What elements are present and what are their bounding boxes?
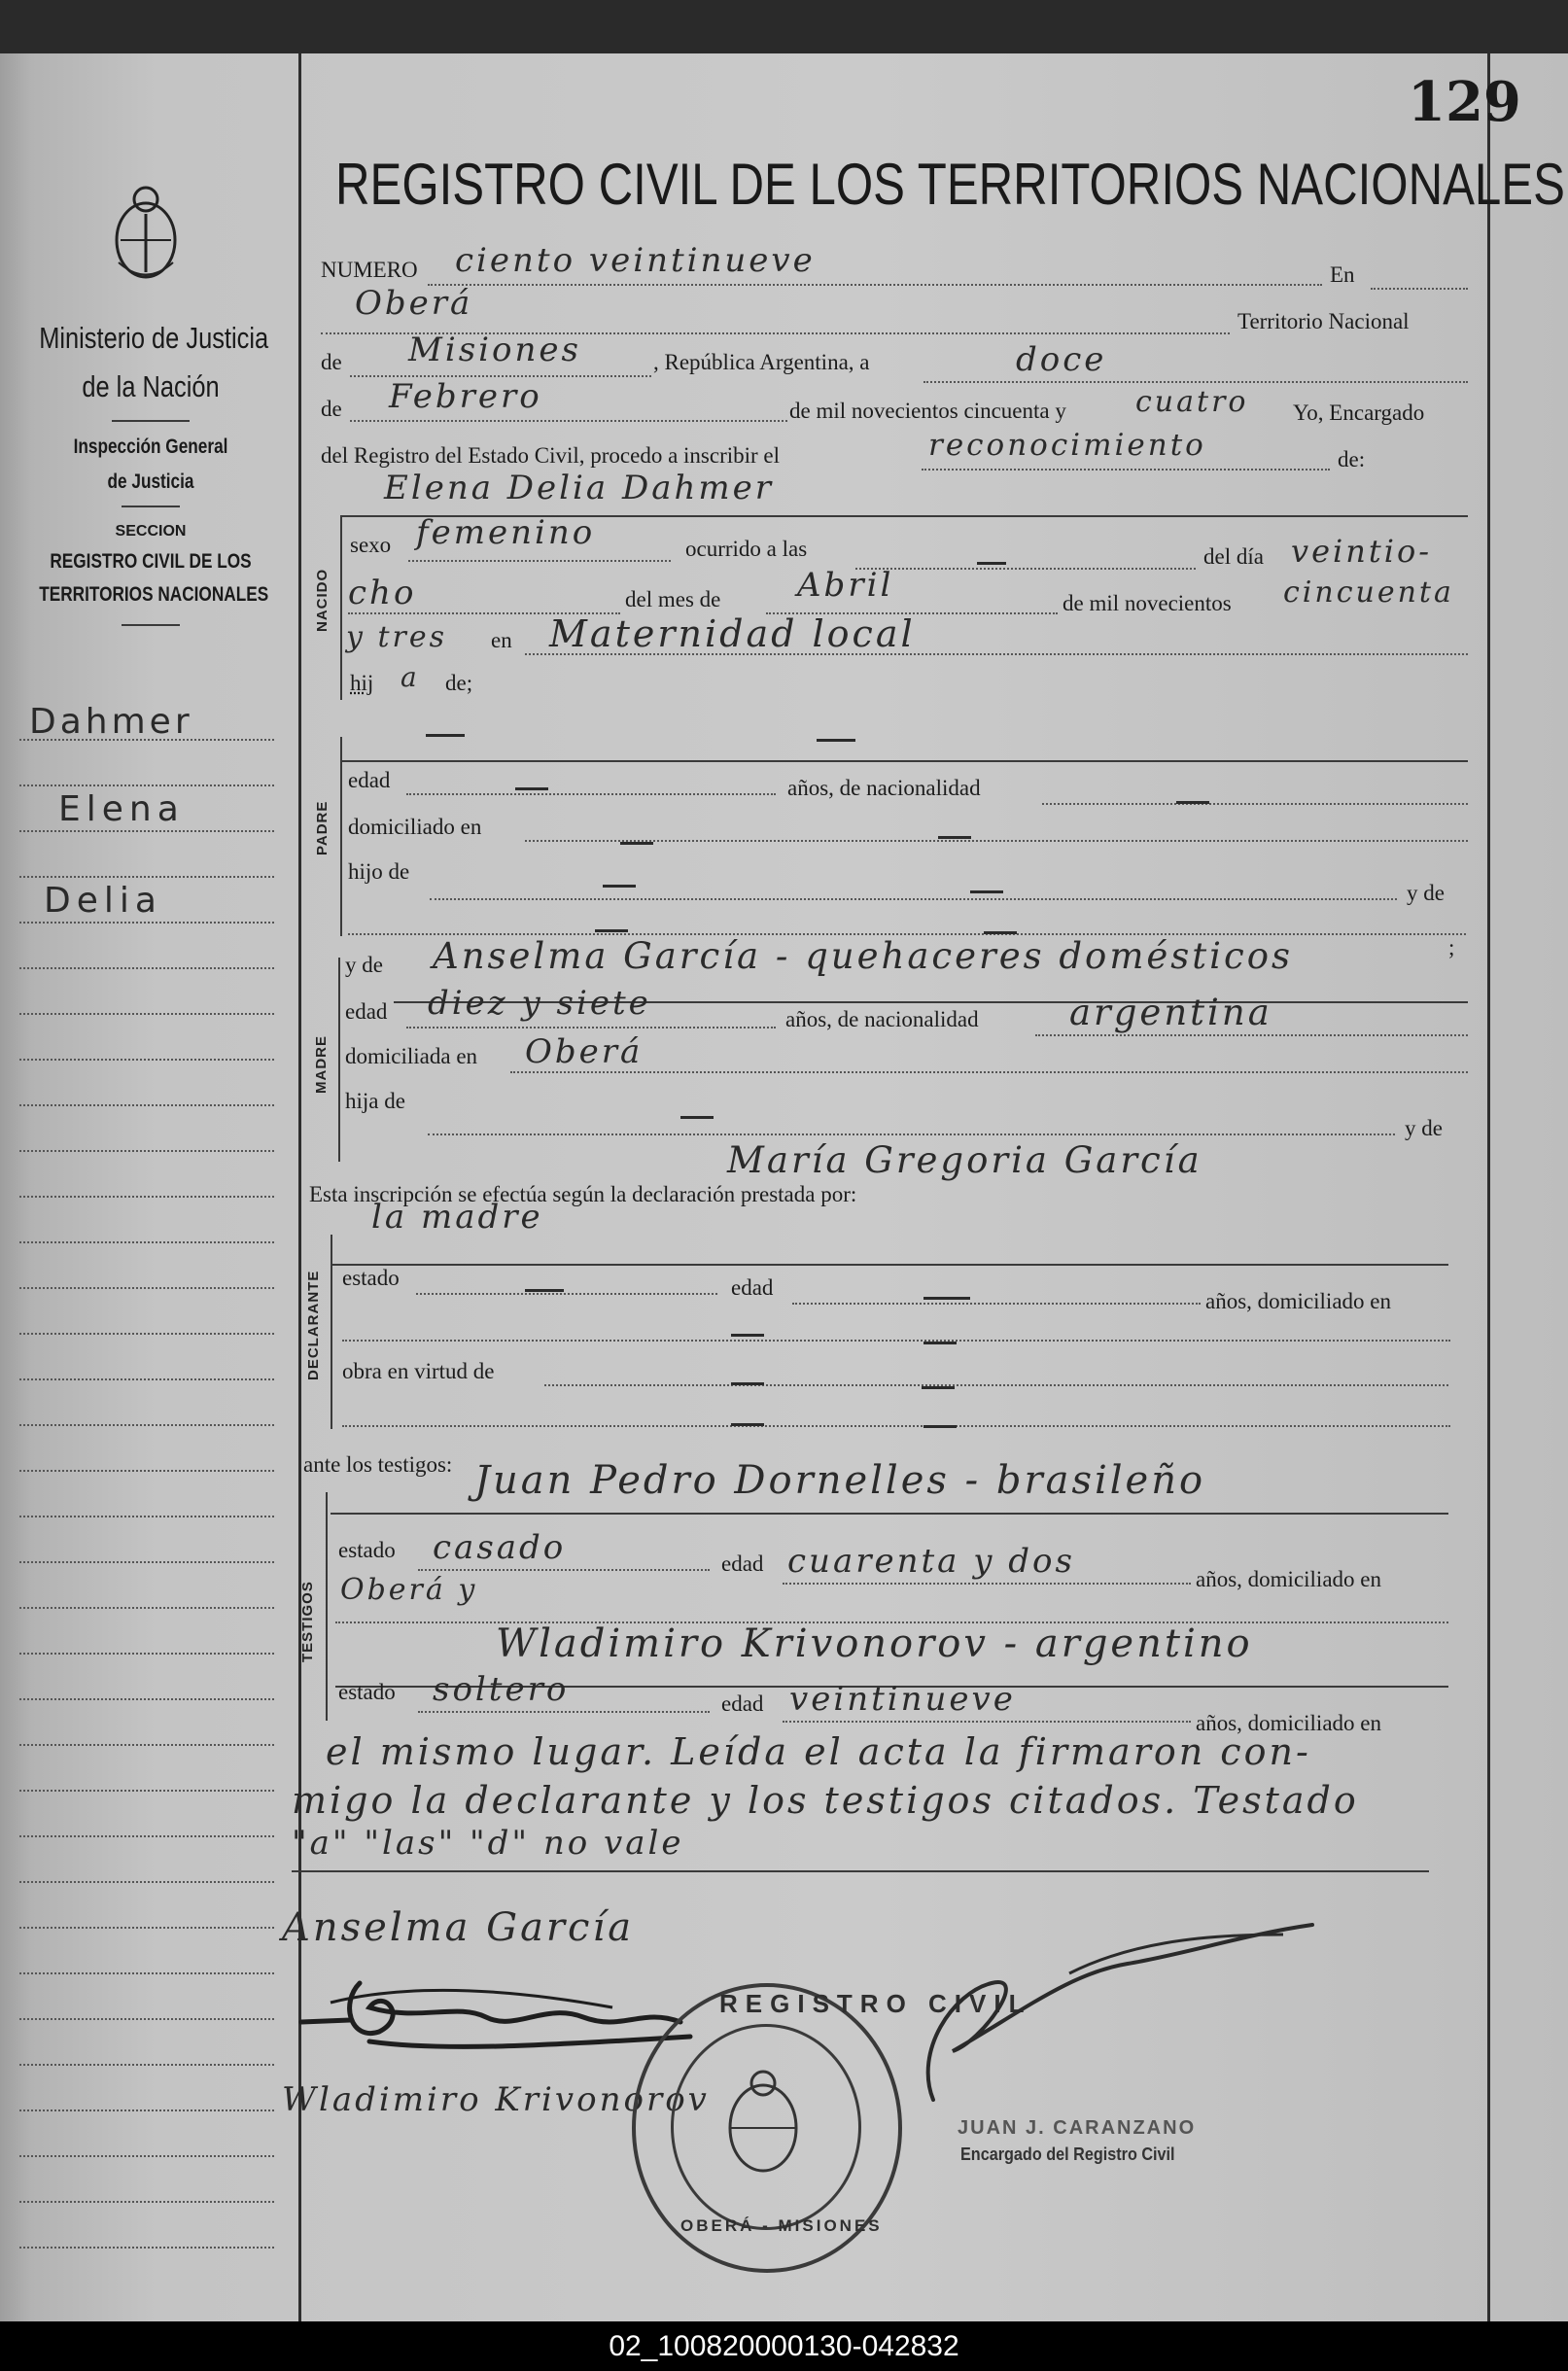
province-value: Misiones <box>408 331 581 369</box>
sidebar-ruled-line <box>19 1744 274 1746</box>
sidebar-ruled-line <box>19 1561 274 1563</box>
hij-value: a <box>401 661 419 693</box>
divider <box>122 506 180 507</box>
madre-edad-value: diez y siete <box>428 984 651 1023</box>
dash <box>680 1116 714 1119</box>
dotted-line <box>350 420 787 422</box>
dotted-line <box>416 1293 717 1295</box>
w1-estado-value: casado <box>433 1528 567 1567</box>
sidebar-ruled-line <box>19 1378 274 1380</box>
sidebar-ruled-line <box>19 739 274 741</box>
dotted-line <box>418 1569 710 1571</box>
sidebar-ruled-line <box>19 1287 274 1289</box>
dotted-line <box>544 1384 1448 1386</box>
padre-yde-label: y de <box>1407 881 1445 905</box>
madre-yde2-label: y de <box>1405 1116 1443 1140</box>
day-value: doce <box>1016 340 1107 379</box>
dotted-line <box>1035 1034 1468 1036</box>
w1-estado-label: estado <box>338 1538 396 1562</box>
anio-label: de mil novecientos <box>1063 591 1232 615</box>
dotted-line <box>792 1303 1201 1305</box>
ocurrido-label: ocurrido a las <box>685 537 808 561</box>
section-bracket <box>340 737 342 936</box>
sidebar-ruled-line <box>19 876 274 878</box>
w1-anios-label: años, domiciliado en <box>1196 1567 1381 1591</box>
sidebar-ruled-line <box>19 1516 274 1517</box>
dash <box>620 842 653 845</box>
madre-edad-label: edad <box>345 999 388 1024</box>
official-title: Encargado del Registro Civil <box>960 2144 1175 2164</box>
madre-semicolon: ; <box>1448 935 1455 959</box>
dotted-line <box>510 1071 1468 1073</box>
madre-domiciliada-label: domiciliada en <box>345 1044 478 1068</box>
closing-line1: el mismo lugar. Leída el acta la firmaron con- <box>326 1730 1311 1773</box>
mes-label: del mes de <box>625 587 721 611</box>
dash <box>426 734 465 737</box>
section-bracket <box>331 1235 332 1429</box>
dotted-line <box>428 1133 1395 1135</box>
numero-label: NUMERO <box>321 258 418 282</box>
padre-anios-label: años, de nacionalidad <box>787 776 981 800</box>
lugar-value: Maternidad local <box>549 612 916 655</box>
anio-value1: cincuenta <box>1283 575 1454 610</box>
divider <box>122 624 180 626</box>
section-bracket <box>326 1492 328 1721</box>
section-line1: REGISTRO CIVIL DE LOS <box>50 550 252 573</box>
sidebar-ruled-line <box>19 1790 274 1792</box>
w2-estado-value: soltero <box>433 1670 570 1709</box>
section-bracket <box>340 515 342 700</box>
w1-edad-value: cuarenta y dos <box>787 1542 1075 1581</box>
section-bracket <box>338 958 340 1162</box>
dash <box>603 885 636 888</box>
sidebar-ruled-line <box>19 2247 274 2249</box>
sidebar-ruled-line <box>19 1470 274 1472</box>
madre-domicilio-value: Oberá <box>525 1032 644 1071</box>
obra-label: obra en virtud de <box>342 1359 495 1383</box>
section-rule <box>331 1513 1448 1515</box>
sidebar-ruled-line <box>19 830 274 832</box>
territorio-label: Territorio Nacional <box>1237 309 1410 333</box>
dia-value2: cho <box>348 574 417 612</box>
w1-dom-value: Oberá y <box>340 1573 478 1607</box>
sidebar-ruled-line <box>19 1927 274 1929</box>
act-value: reconocimiento <box>928 428 1206 463</box>
dash <box>938 836 971 839</box>
anio-value2: y tres <box>346 620 448 654</box>
witness2-value: Wladimiro Krivonorov - argentino <box>496 1621 1253 1666</box>
month-value: Febrero <box>389 377 542 416</box>
padre-hijo-label: hijo de <box>348 859 410 884</box>
dotted-line <box>525 840 1468 842</box>
dash <box>970 890 1003 893</box>
underline <box>292 1870 1429 1872</box>
dash <box>923 1342 957 1344</box>
filename-bar: 02_100820000130-042832 <box>0 2321 1568 2371</box>
de-label-2: de <box>321 397 342 421</box>
sidebar-ruled-line <box>19 1333 274 1335</box>
inspection-line2: de Justicia <box>107 471 194 493</box>
republica-label: , República Argentina, a <box>653 350 870 374</box>
dash <box>731 1334 764 1337</box>
year-value: cuatro <box>1135 385 1249 419</box>
dotted-line <box>406 1027 776 1029</box>
testigos-label: ante los testigos: <box>303 1452 453 1477</box>
sidebar-ruled-line <box>19 922 274 924</box>
section-line2: TERRITORIOS NACIONALES <box>39 583 269 606</box>
dotted-line <box>418 1711 710 1713</box>
declarante-edad-label: edad <box>731 1275 774 1300</box>
signature-official <box>875 1905 1342 2119</box>
dotted-line <box>923 381 1468 383</box>
numero-value: ciento veintinueve <box>455 241 816 280</box>
w2-edad-label: edad <box>721 1691 764 1716</box>
sidebar-ruled-line <box>19 2155 274 2157</box>
encargado-label: Yo, Encargado <box>1293 401 1425 425</box>
hij-label: hij <box>350 671 374 695</box>
sidebar-ruled-line <box>19 1653 274 1655</box>
sidebar-ruled-line <box>19 1972 274 1974</box>
dotted-line <box>922 469 1330 471</box>
dotted-line <box>1042 803 1468 805</box>
divider <box>112 420 190 422</box>
sidebar-name2: Delia <box>44 881 162 921</box>
declarante-anios-label: años, domiciliado en <box>1205 1289 1391 1313</box>
sidebar-ruled-line <box>19 1150 274 1152</box>
document-title: REGISTRO CIVIL DE LOS TERRITORIOS NACIONALES <box>335 152 1565 217</box>
inspection-line1: Inspección General <box>73 436 228 458</box>
madre-yde-label: y de <box>345 953 383 977</box>
de-label-3: de; <box>445 671 473 695</box>
official-name: JUAN J. CARANZANO <box>958 2117 1197 2139</box>
signature-witness2: Wladimiro Krivonorov <box>282 2080 710 2119</box>
sidebar-ruled-line <box>19 1104 274 1106</box>
dotted-line <box>408 560 671 562</box>
testigos-tab: TESTIGOS <box>299 1581 316 1662</box>
closing-line3: "a" "las" "d" no vale <box>292 1824 684 1863</box>
dotted-line <box>406 793 776 795</box>
section-label: SECCION <box>115 523 187 540</box>
dotted-line <box>342 1425 1450 1427</box>
dash <box>1176 801 1209 804</box>
sidebar-ruled-line <box>19 1013 274 1015</box>
de2-label: de: <box>1338 447 1366 471</box>
madre-anios-label: años, de nacionalidad <box>785 1007 979 1031</box>
ministry-line1: Ministerio de Justicia <box>39 321 269 355</box>
en-label-2: en <box>491 628 512 652</box>
sidebar-ruled-line <box>19 2018 274 2020</box>
sidebar-ruled-line <box>19 1241 274 1243</box>
sexo-value: femenino <box>416 513 596 552</box>
padre-edad-label: edad <box>348 768 391 792</box>
stamp-emblem-icon <box>714 2066 812 2182</box>
en-label: En <box>1330 262 1355 287</box>
dotted-line <box>428 284 1322 286</box>
madre-parent-value: María Gregoria García <box>727 1139 1202 1181</box>
padre-domiciliado-label: domiciliado en <box>348 815 482 839</box>
dotted-line <box>783 1583 1191 1585</box>
year-label: de mil novecientos cincuenta y <box>789 399 1066 423</box>
dash <box>525 1289 564 1292</box>
w2-anios-label: años, domiciliado en <box>1196 1711 1381 1735</box>
sidebar-ruled-line <box>19 2064 274 2066</box>
w1-edad-label: edad <box>721 1552 764 1576</box>
coat-of-arms-icon <box>107 180 185 292</box>
person-value: Elena Delia Dahmer <box>384 469 775 507</box>
sidebar-surname: Dahmer <box>29 702 193 742</box>
sidebar-ruled-line <box>19 967 274 969</box>
section-rule <box>331 1264 1448 1266</box>
dotted-line <box>855 568 1196 570</box>
sidebar-ruled-line <box>19 1607 274 1609</box>
sidebar-ruled-line <box>19 1059 274 1061</box>
witness1-value: Juan Pedro Dornelles - brasileño <box>474 1458 1206 1503</box>
sidebar-ruled-line <box>19 785 274 786</box>
dotted-line <box>430 898 1397 900</box>
dash <box>923 1297 970 1300</box>
declaracion-label: Esta inscripción se efectúa según la declaración prestada por: <box>309 1182 857 1206</box>
dash <box>731 1423 764 1426</box>
stamp-top-text: REGISTRO CIVIL <box>719 1989 1032 2018</box>
sidebar-ruled-line <box>19 2201 274 2203</box>
dotted-line <box>1371 288 1468 290</box>
madre-tab: MADRE <box>313 1035 330 1094</box>
nacido-tab: NACIDO <box>314 568 331 632</box>
sidebar-ruled-line <box>19 1881 274 1883</box>
sidebar-ruled-line <box>19 1835 274 1837</box>
madre-name-value: Anselma García - quehaceres domésticos <box>433 935 1293 977</box>
w2-edad-value: veintinueve <box>789 1680 1016 1719</box>
dash <box>923 1425 957 1428</box>
madre-nacionalidad-value: argentina <box>1069 992 1272 1033</box>
ministry-line2: de la Nación <box>82 369 220 403</box>
right-rule <box>1487 53 1490 2321</box>
place-value: Oberá <box>355 284 473 323</box>
dash <box>817 739 855 742</box>
declarante-by-value: la madre <box>371 1198 543 1237</box>
mes-value: Abril <box>797 566 894 605</box>
dotted-line <box>783 1721 1191 1723</box>
declarante-estado-label: estado <box>342 1266 400 1290</box>
w2-estado-label: estado <box>338 1680 396 1704</box>
sidebar-ruled-line <box>19 1424 274 1426</box>
sidebar-ruled-line <box>19 1698 274 1700</box>
dia-value1: veintio- <box>1291 533 1433 570</box>
de-label: de <box>321 350 342 374</box>
madre-hija-label: hija de <box>345 1089 405 1113</box>
dash <box>595 929 628 932</box>
declarante-tab: DECLARANTE <box>305 1270 322 1380</box>
page-number: 129 <box>1408 70 1521 134</box>
sexo-label: sexo <box>350 533 392 557</box>
dotted-line <box>342 1340 1450 1342</box>
stamp-bottom-text: OBERÁ - MISIONES <box>680 2216 883 2235</box>
dash <box>515 787 548 790</box>
section-rule <box>340 760 1468 762</box>
sidebar-ruled-line <box>19 1196 274 1198</box>
registro-label: del Registro del Estado Civil, procedo a inscribir el <box>321 443 781 468</box>
signature-mother: Anselma García <box>282 1905 635 1950</box>
dash <box>977 562 1006 565</box>
dia-label: del día <box>1203 544 1264 569</box>
top-edge <box>0 0 1568 53</box>
dash <box>731 1382 764 1385</box>
dash <box>922 1386 955 1389</box>
closing-line2: migo la declarante y los testigos citados. Testado <box>292 1779 1359 1822</box>
padre-tab: PADRE <box>314 800 331 855</box>
sidebar-name1: Elena <box>58 789 185 829</box>
dash <box>984 931 1017 934</box>
sidebar-ruled-line <box>19 2109 274 2111</box>
